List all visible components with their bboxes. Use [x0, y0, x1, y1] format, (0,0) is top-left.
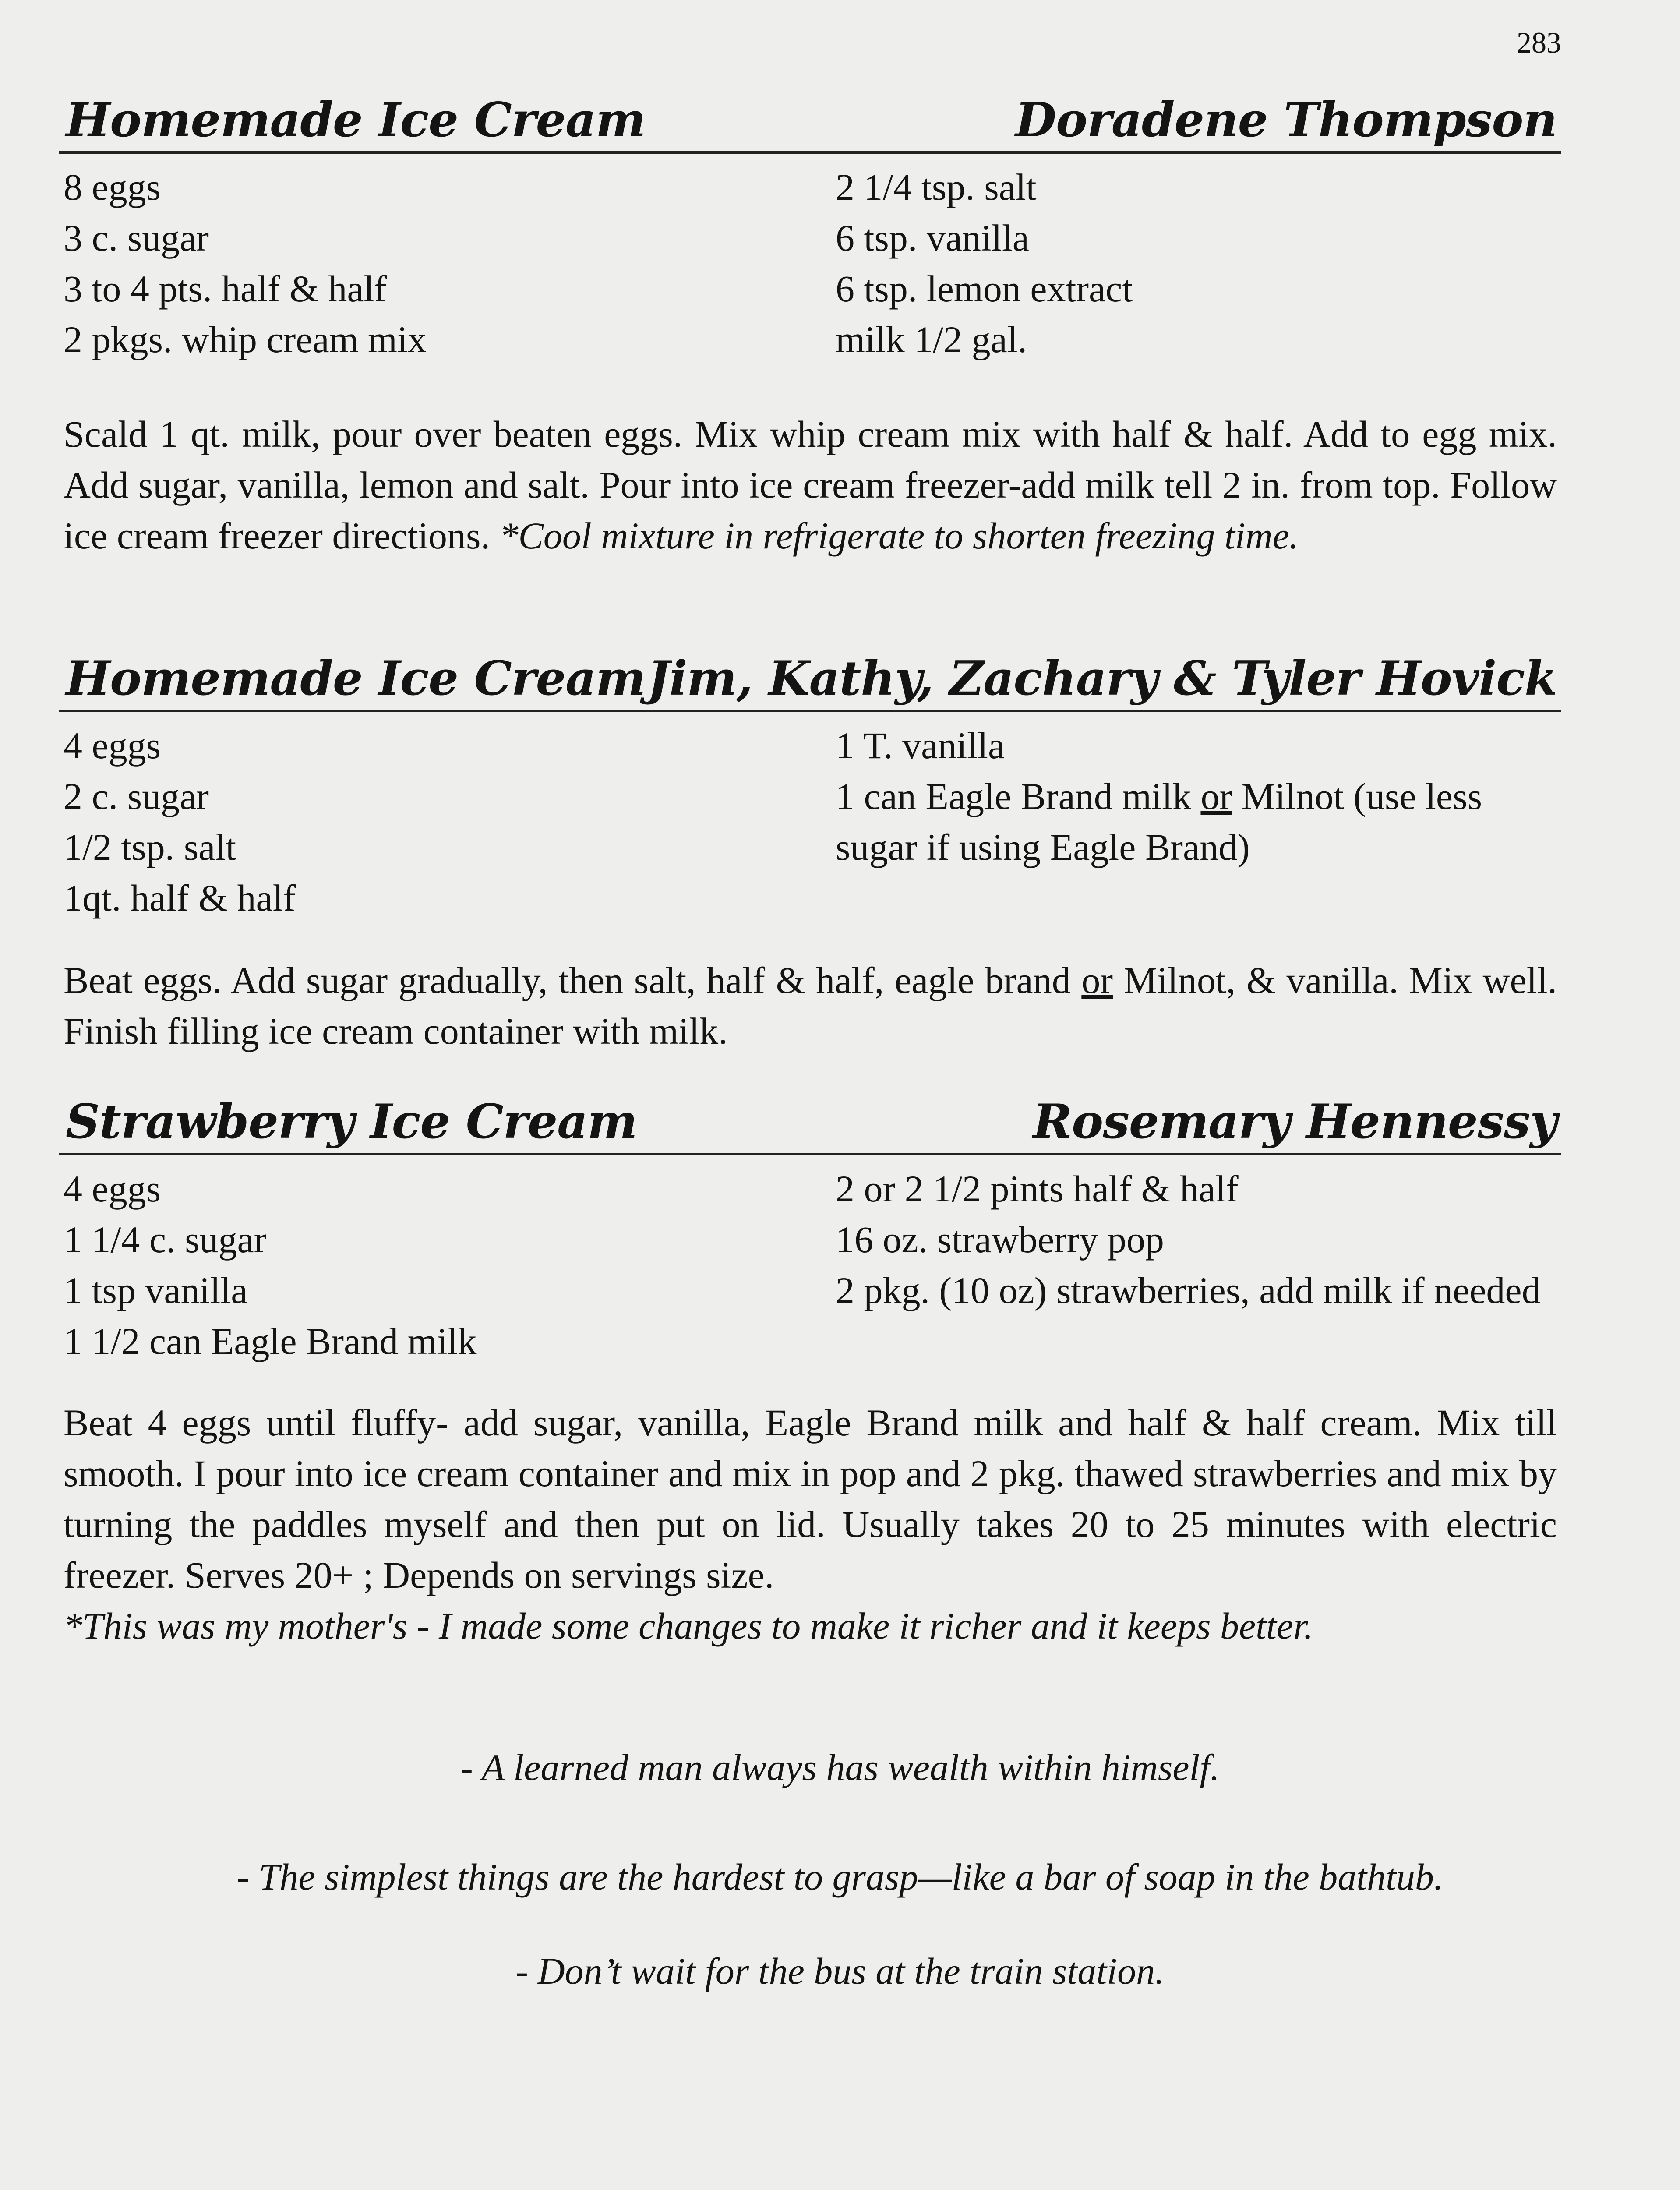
ingredient: 1qt. half & half	[64, 877, 296, 919]
page-number: 283	[1517, 26, 1561, 59]
ingredient: 6 tsp. vanilla	[836, 217, 1029, 259]
recipe-section	[59, 1087, 1561, 1647]
ingredient: 6 tsp. lemon extract	[836, 268, 1133, 310]
underlined-or: or	[1081, 959, 1113, 1001]
ingredient: milk 1/2 gal.	[836, 318, 1027, 360]
ingredient	[836, 771, 1554, 872]
directions-text: Beat eggs. Add sugar gradually, then salt, half & half, eagle brand	[64, 959, 1082, 1001]
recipe-author: Doradene Thompson	[1015, 92, 1557, 148]
ingredient: 2 c. sugar	[64, 775, 209, 817]
ingredients-left	[64, 1163, 821, 1367]
directions-text: Beat 4 eggs until fluffy- add sugar, vanilla, Eagle Brand milk and half & half cream. Mix till smooth. I pour into ice cream container and mix in pop and 2 pkg. thawed strawberries and mix by turning the paddles myself and then put on lid. Usually takes 20 to 25 minutes with electric freezer. Serves 20+ ; Depends on servings size.	[64, 1402, 1557, 1596]
ingredient: 8 eggs	[64, 166, 161, 208]
ingredient: 16 oz. strawberry pop	[836, 1219, 1164, 1261]
ingredient: 2 pkgs. whip cream mix	[64, 318, 427, 360]
quote: - The simplest things are the hardest to grasp—like a bar of soap in the bathtub.	[236, 1856, 1444, 1898]
ingredient: 4 eggs	[64, 1168, 161, 1210]
recipe-note: *Cool mixture in refrigerate to shorten freezing time.	[499, 515, 1299, 557]
underlined-or: or	[1200, 775, 1232, 817]
recipe-title: Homemade Ice Cream	[66, 92, 646, 148]
recipe-note: *This was my mother's - I made some changes to make it richer and it keeps better.	[64, 1605, 1313, 1647]
recipe-title: Strawberry Ice Cream	[66, 1094, 637, 1149]
recipe-author: Jim, Kathy, Zachary & Tyler Hovick	[647, 651, 1557, 706]
ingredient: 2 or 2 1/2 pints half & half	[836, 1168, 1239, 1210]
ingredient: 1 1/2 can Eagle Brand milk	[64, 1320, 477, 1362]
recipe-section	[59, 85, 1561, 557]
ingredient: 3 c. sugar	[64, 217, 209, 259]
ingredient: 1/2 tsp. salt	[64, 826, 236, 868]
ingredient: 1 T. vanilla	[836, 724, 1005, 766]
ingredient: 1 tsp vanilla	[64, 1269, 248, 1311]
recipe-header	[59, 85, 1561, 154]
quote: - A learned man always has wealth within himself.	[460, 1746, 1220, 1788]
recipe-title: Homemade Ice Cream	[66, 651, 646, 706]
ingredients-left	[64, 720, 821, 923]
directions-text: Scald 1 qt. milk, pour over beaten eggs. Mix whip cream mix with half & half. Add to egg mix. Add sugar, vanilla, lemon and salt. Pour into ice cream freezer-add milk tell 2 in. from top. Follow ice cream freezer directions.	[64, 413, 1557, 557]
recipe-section	[59, 644, 1561, 1052]
recipe-directions	[64, 955, 1557, 1056]
ingredient: 1 1/4 c. sugar	[64, 1219, 267, 1261]
recipe-header	[59, 1087, 1561, 1155]
recipe-directions	[64, 1397, 1557, 1651]
ingredients-right	[836, 162, 1554, 365]
directions-text: Milnot, & vanilla. Mix well. Finish filling ice cream container with milk.	[64, 959, 1557, 1052]
recipe-directions	[64, 409, 1557, 561]
recipe-header	[59, 644, 1561, 712]
quote: - Don’t wait for the bus at the train station.	[515, 1950, 1165, 1992]
recipe-author: Rosemary Hennessy	[1033, 1094, 1557, 1149]
ingredient: 4 eggs	[64, 724, 161, 766]
ingredient: 2 1/4 tsp. salt	[836, 166, 1037, 208]
ingredient: 3 to 4 pts. half & half	[64, 268, 387, 310]
ingredient: 2 pkg. (10 oz) strawberries, add milk if needed	[836, 1269, 1541, 1311]
ingredients-left	[64, 162, 821, 365]
ingredients-right	[836, 1163, 1554, 1316]
ingredients-right	[836, 720, 1554, 872]
ingredient-text: Milnot (use less sugar if using Eagle Brand)	[836, 775, 1482, 868]
ingredient-text: 1 can Eagle Brand milk	[836, 775, 1201, 817]
